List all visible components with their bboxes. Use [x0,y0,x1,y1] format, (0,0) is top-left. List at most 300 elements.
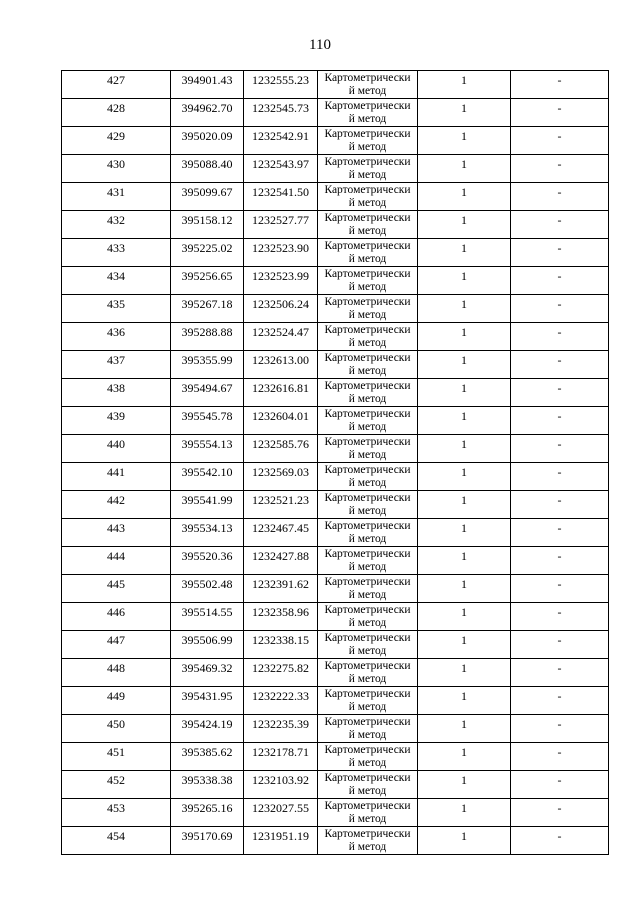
point-number-cell-value: 431 [107,185,125,199]
method-line-2: й метод [348,365,387,377]
accuracy-cell [418,127,511,155]
method-line-1: Картометрически [324,184,411,196]
point-number-cell [62,519,171,547]
table-row [62,463,609,491]
note-cell [511,631,609,659]
point-number-cell [62,99,171,127]
note-cell [511,659,609,687]
method-line-2: й метод [348,477,387,489]
point-number-cell-value: 436 [107,325,125,339]
accuracy-cell-value: 1 [461,73,467,87]
method-line-2: й метод [348,169,387,181]
y-coordinate-cell [244,687,318,715]
note-cell-value: - [557,213,562,227]
note-cell-value: - [557,185,562,199]
table-body [62,71,609,855]
point-number-cell-value: 441 [107,465,125,479]
accuracy-cell [418,631,511,659]
method-line-2: й метод [348,841,387,853]
x-coordinate-cell-value: 395170.69 [181,829,233,843]
point-number-cell [62,295,171,323]
point-number-cell [62,463,171,491]
note-cell [511,771,609,799]
y-coordinate-cell-value: 1232523.90 [252,241,309,255]
point-number-cell [62,603,171,631]
accuracy-cell [418,351,511,379]
point-number-cell-value: 444 [107,549,125,563]
point-number-cell-value: 454 [107,829,125,843]
table-row [62,715,609,743]
y-coordinate-cell-value: 1232543.97 [252,157,309,171]
note-cell [511,743,609,771]
method-line-2: й метод [348,113,387,125]
coordinates-table [61,70,609,855]
note-cell-value: - [557,465,562,479]
note-cell-value: - [557,129,562,143]
note-cell [511,379,609,407]
y-coordinate-cell [244,771,318,799]
table-row [62,323,609,351]
x-coordinate-cell-value: 395158.12 [181,213,233,227]
x-coordinate-cell [171,99,244,127]
x-coordinate-cell-value: 395099.67 [181,185,233,199]
accuracy-cell [418,155,511,183]
method-cell [318,295,418,323]
accuracy-cell-value: 1 [461,577,467,591]
note-cell [511,407,609,435]
point-number-cell [62,659,171,687]
method-line-1: Картометрически [324,268,411,280]
table-row [62,295,609,323]
x-coordinate-cell-value: 395338.38 [181,773,233,787]
note-cell-value: - [557,745,562,759]
note-cell-value: - [557,241,562,255]
x-coordinate-cell-value: 395355.99 [181,353,233,367]
table-row [62,183,609,211]
point-number-cell [62,491,171,519]
method-line-1: Картометрически [324,828,411,840]
y-coordinate-cell-value: 1232506.24 [252,297,309,311]
note-cell-value: - [557,801,562,815]
x-coordinate-cell [171,799,244,827]
note-cell [511,827,609,855]
method-line-2: й метод [348,505,387,517]
y-coordinate-cell-value: 1232545.73 [252,101,309,115]
point-number-cell [62,155,171,183]
point-number-cell [62,211,171,239]
method-line-1: Картометрически [324,520,411,532]
x-coordinate-cell [171,771,244,799]
note-cell [511,71,609,99]
accuracy-cell [418,603,511,631]
x-coordinate-cell [171,267,244,295]
method-line-1: Картометрически [324,240,411,252]
y-coordinate-cell-value: 1231951.19 [252,829,309,843]
accuracy-cell-value: 1 [461,493,467,507]
accuracy-cell-value: 1 [461,101,467,115]
x-coordinate-cell-value: 395225.02 [181,241,233,255]
y-coordinate-cell [244,631,318,659]
method-line-2: й метод [348,533,387,545]
x-coordinate-cell-value: 395088.40 [181,157,233,171]
point-number-cell-value: 447 [107,633,125,647]
note-cell [511,99,609,127]
accuracy-cell-value: 1 [461,801,467,815]
method-line-1: Картометрически [324,156,411,168]
note-cell-value: - [557,633,562,647]
y-coordinate-cell [244,183,318,211]
y-coordinate-cell [244,491,318,519]
accuracy-cell [418,799,511,827]
x-coordinate-cell-value: 395431.95 [181,689,233,703]
point-number-cell-value: 439 [107,409,125,423]
method-line-2: й метод [348,729,387,741]
method-line-2: й метод [348,281,387,293]
point-number-cell [62,435,171,463]
accuracy-cell-value: 1 [461,829,467,843]
accuracy-cell-value: 1 [461,745,467,759]
accuracy-cell [418,659,511,687]
note-cell [511,239,609,267]
y-coordinate-cell [244,827,318,855]
note-cell-value: - [557,521,562,535]
method-line-1: Картометрически [324,296,411,308]
note-cell-value: - [557,493,562,507]
accuracy-cell [418,407,511,435]
accuracy-cell [418,183,511,211]
y-coordinate-cell-value: 1232235.39 [252,717,309,731]
method-line-2: й метод [348,309,387,321]
point-number-cell-value: 428 [107,101,125,115]
method-cell [318,99,418,127]
accuracy-cell-value: 1 [461,549,467,563]
note-cell [511,799,609,827]
point-number-cell-value: 452 [107,773,125,787]
page-number: 110 [309,37,331,53]
x-coordinate-cell [171,827,244,855]
note-cell-value: - [557,437,562,451]
point-number-cell [62,743,171,771]
accuracy-cell [418,771,511,799]
y-coordinate-cell-value: 1232523.99 [252,269,309,283]
accuracy-cell [418,99,511,127]
accuracy-cell [418,295,511,323]
x-coordinate-cell [171,715,244,743]
y-coordinate-cell-value: 1232585.76 [252,437,309,451]
y-coordinate-cell [244,323,318,351]
method-cell [318,715,418,743]
x-coordinate-cell [171,435,244,463]
y-coordinate-cell-value: 1232427.88 [252,549,309,563]
note-cell [511,267,609,295]
method-cell [318,435,418,463]
x-coordinate-cell-value: 395256.65 [181,269,233,283]
point-number-cell-value: 448 [107,661,125,675]
note-cell [511,547,609,575]
method-line-1: Картометрически [324,464,411,476]
table-row [62,547,609,575]
accuracy-cell [418,575,511,603]
y-coordinate-cell [244,799,318,827]
x-coordinate-cell [171,631,244,659]
method-cell [318,351,418,379]
accuracy-cell [418,267,511,295]
y-coordinate-cell [244,267,318,295]
method-cell [318,155,418,183]
y-coordinate-cell [244,575,318,603]
y-coordinate-cell-value: 1232542.91 [252,129,309,143]
y-coordinate-cell-value: 1232613.00 [252,353,309,367]
method-line-1: Картометрически [324,800,411,812]
x-coordinate-cell [171,687,244,715]
note-cell [511,351,609,379]
x-coordinate-cell-value: 395265.16 [181,801,233,815]
x-coordinate-cell [171,239,244,267]
method-line-1: Картометрически [324,436,411,448]
point-number-cell [62,183,171,211]
note-cell [511,155,609,183]
method-cell [318,239,418,267]
method-cell [318,379,418,407]
method-cell [318,631,418,659]
x-coordinate-cell [171,547,244,575]
table-row [62,827,609,855]
note-cell-value: - [557,269,562,283]
accuracy-cell-value: 1 [461,129,467,143]
method-line-1: Картометрически [324,660,411,672]
x-coordinate-cell-value: 395502.48 [181,577,233,591]
note-cell-value: - [557,353,562,367]
method-cell [318,687,418,715]
accuracy-cell-value: 1 [461,773,467,787]
table-row [62,99,609,127]
method-line-1: Картометрически [324,688,411,700]
method-line-1: Картометрически [324,576,411,588]
x-coordinate-cell [171,183,244,211]
point-number-cell-value: 453 [107,801,125,815]
note-cell-value: - [557,549,562,563]
accuracy-cell [418,71,511,99]
table-row [62,267,609,295]
method-line-2: й метод [348,393,387,405]
accuracy-cell [418,547,511,575]
method-cell [318,407,418,435]
note-cell-value: - [557,605,562,619]
point-number-cell-value: 443 [107,521,125,535]
method-line-2: й метод [348,421,387,433]
y-coordinate-cell [244,239,318,267]
note-cell [511,463,609,491]
point-number-cell-value: 437 [107,353,125,367]
method-line-2: й метод [348,197,387,209]
method-line-1: Картометрически [324,744,411,756]
point-number-cell [62,267,171,295]
point-number-cell-value: 430 [107,157,125,171]
point-number-cell [62,351,171,379]
note-cell-value: - [557,325,562,339]
point-number-cell [62,323,171,351]
point-number-cell [62,407,171,435]
x-coordinate-cell-value: 395469.32 [181,661,233,675]
method-cell [318,603,418,631]
x-coordinate-cell [171,211,244,239]
method-cell [318,799,418,827]
table-row [62,407,609,435]
method-line-2: й метод [348,141,387,153]
x-coordinate-cell-value: 394901.43 [181,73,233,87]
table-row [62,351,609,379]
point-number-cell-value: 438 [107,381,125,395]
accuracy-cell [418,435,511,463]
x-coordinate-cell [171,659,244,687]
note-cell [511,575,609,603]
x-coordinate-cell-value: 395554.13 [181,437,233,451]
accuracy-cell [418,491,511,519]
point-number-cell [62,715,171,743]
x-coordinate-cell [171,323,244,351]
point-number-cell-value: 446 [107,605,125,619]
accuracy-cell-value: 1 [461,521,467,535]
method-cell [318,211,418,239]
point-number-cell [62,687,171,715]
method-cell [318,267,418,295]
accuracy-cell-value: 1 [461,157,467,171]
accuracy-cell [418,379,511,407]
y-coordinate-cell [244,435,318,463]
point-number-cell [62,379,171,407]
y-coordinate-cell-value: 1232338.15 [252,633,309,647]
accuracy-cell-value: 1 [461,717,467,731]
point-number-cell [62,575,171,603]
accuracy-cell [418,519,511,547]
x-coordinate-cell-value: 395545.78 [181,409,233,423]
note-cell-value: - [557,297,562,311]
method-line-2: й метод [348,85,387,97]
note-cell-value: - [557,157,562,171]
point-number-cell [62,827,171,855]
method-line-2: й метод [348,785,387,797]
method-cell [318,547,418,575]
x-coordinate-cell-value: 395541.99 [181,493,233,507]
point-number-cell-value: 450 [107,717,125,731]
y-coordinate-cell [244,99,318,127]
x-coordinate-cell-value: 395542.10 [181,465,233,479]
method-cell [318,743,418,771]
point-number-cell-value: 427 [107,73,125,87]
note-cell [511,519,609,547]
table-row [62,211,609,239]
y-coordinate-cell-value: 1232467.45 [252,521,309,535]
accuracy-cell-value: 1 [461,465,467,479]
accuracy-cell-value: 1 [461,325,467,339]
accuracy-cell-value: 1 [461,409,467,423]
point-number-cell [62,799,171,827]
y-coordinate-cell [244,295,318,323]
method-line-2: й метод [348,589,387,601]
x-coordinate-cell [171,379,244,407]
y-coordinate-cell-value: 1232222.33 [252,689,309,703]
x-coordinate-cell [171,127,244,155]
x-coordinate-cell-value: 395385.62 [181,745,233,759]
note-cell-value: - [557,689,562,703]
table-row [62,127,609,155]
method-line-1: Картометрически [324,100,411,112]
x-coordinate-cell [171,575,244,603]
y-coordinate-cell [244,211,318,239]
method-line-2: й метод [348,813,387,825]
method-cell [318,771,418,799]
note-cell [511,715,609,743]
x-coordinate-cell [171,351,244,379]
x-coordinate-cell [171,603,244,631]
x-coordinate-cell-value: 395424.19 [181,717,233,731]
y-coordinate-cell-value: 1232527.77 [252,213,309,227]
x-coordinate-cell-value: 395514.55 [181,605,233,619]
method-line-2: й метод [348,449,387,461]
method-line-1: Картометрически [324,352,411,364]
point-number-cell [62,631,171,659]
note-cell-value: - [557,577,562,591]
method-line-1: Картометрически [324,604,411,616]
accuracy-cell-value: 1 [461,633,467,647]
note-cell [511,323,609,351]
accuracy-cell [418,743,511,771]
y-coordinate-cell [244,603,318,631]
note-cell [511,183,609,211]
method-cell [318,127,418,155]
method-line-1: Картометрически [324,548,411,560]
x-coordinate-cell-value: 395020.09 [181,129,233,143]
x-coordinate-cell-value: 395267.18 [181,297,233,311]
accuracy-cell-value: 1 [461,269,467,283]
note-cell [511,435,609,463]
note-cell-value: - [557,381,562,395]
point-number-cell [62,771,171,799]
note-cell-value: - [557,717,562,731]
accuracy-cell-value: 1 [461,381,467,395]
y-coordinate-cell [244,379,318,407]
y-coordinate-cell [244,659,318,687]
accuracy-cell-value: 1 [461,605,467,619]
method-cell [318,519,418,547]
x-coordinate-cell-value: 395288.88 [181,325,233,339]
y-coordinate-cell-value: 1232178.71 [252,745,309,759]
x-coordinate-cell [171,463,244,491]
point-number-cell-value: 440 [107,437,125,451]
table-row [62,519,609,547]
point-number-cell-value: 429 [107,129,125,143]
method-cell [318,463,418,491]
accuracy-cell-value: 1 [461,297,467,311]
table-row [62,239,609,267]
y-coordinate-cell-value: 1232027.55 [252,801,309,815]
accuracy-cell [418,463,511,491]
method-cell [318,323,418,351]
method-line-2: й метод [348,253,387,265]
note-cell [511,603,609,631]
accuracy-cell [418,687,511,715]
method-line-2: й метод [348,617,387,629]
point-number-cell-value: 435 [107,297,125,311]
accuracy-cell [418,323,511,351]
table-row [62,687,609,715]
method-line-1: Картометрически [324,380,411,392]
method-line-2: й метод [348,225,387,237]
method-line-2: й метод [348,645,387,657]
point-number-cell [62,127,171,155]
table-row [62,155,609,183]
x-coordinate-cell [171,491,244,519]
